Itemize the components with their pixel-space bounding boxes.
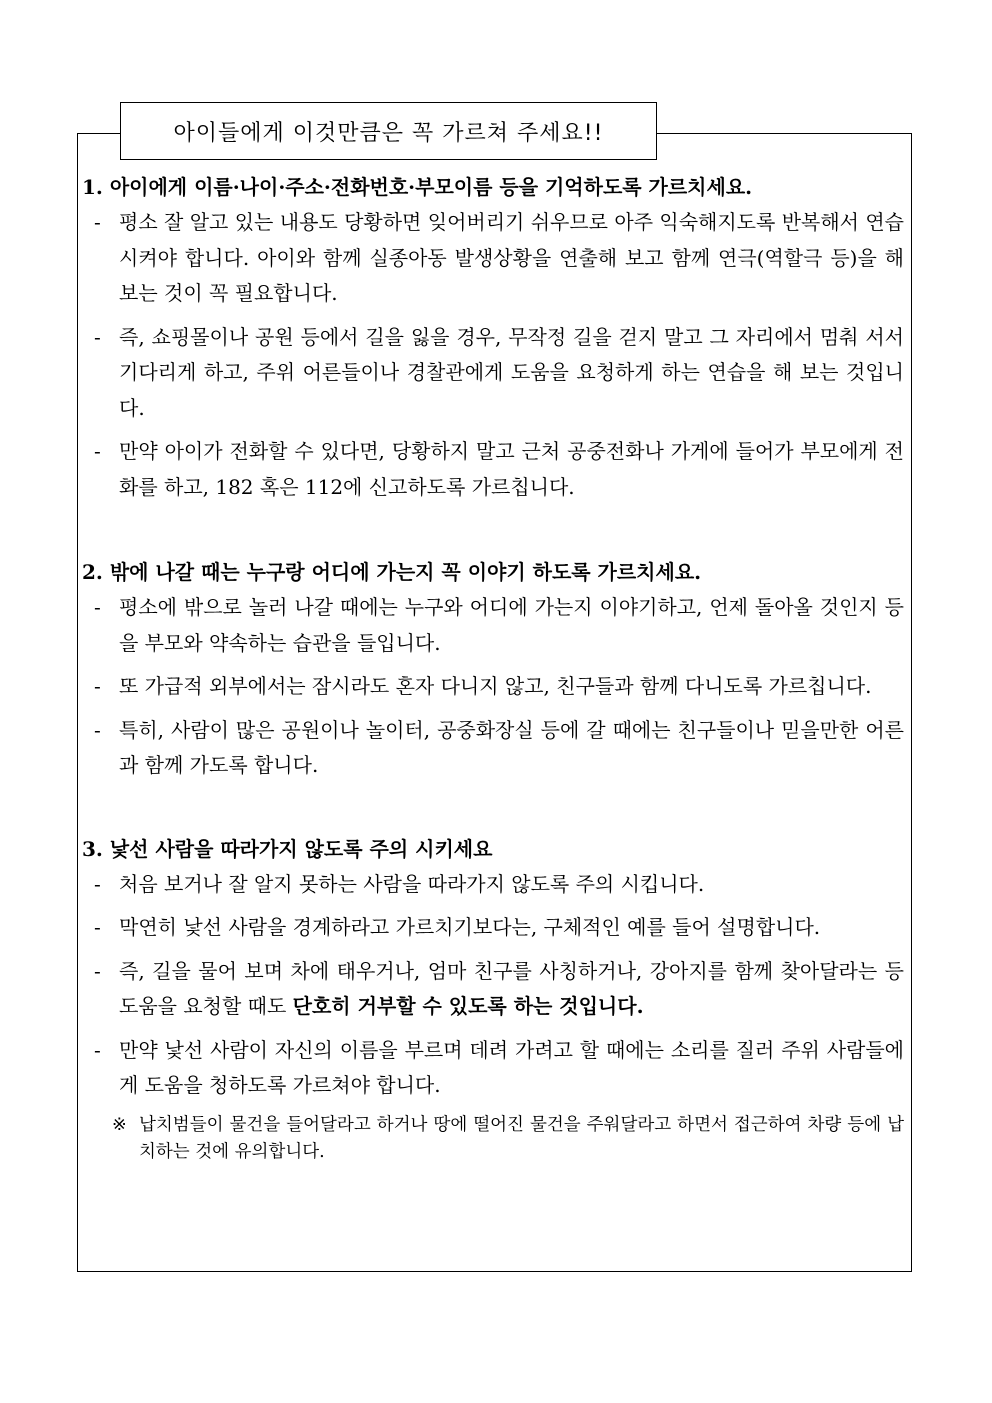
section-3 xyxy=(82,832,908,1166)
item-text: 즉, 쇼핑몰이나 공원 등에서 길을 잃을 경우, 무작정 길을 걷지 말고 그 자리에서 멈춰 서서 기다리게 하고, 주위 어른들이나 경찰관에게 도움을 요청하게 하는 연습을 해 보는 것입니다. xyxy=(119,324,904,420)
list-item xyxy=(82,590,908,661)
note xyxy=(82,1112,908,1166)
dash-bullet: - xyxy=(94,595,101,619)
dash-bullet: - xyxy=(94,915,101,939)
list-item xyxy=(82,320,908,427)
item-text: 막연히 낯선 사람을 경계하라고 가르치기보다는, 구체적인 예를 들어 설명합니다. xyxy=(119,915,821,939)
reference-mark: ※ xyxy=(112,1114,127,1135)
section-2 xyxy=(82,555,908,784)
dash-bullet: - xyxy=(94,717,101,742)
list-item xyxy=(82,434,908,505)
dash-bullet: - xyxy=(94,674,101,698)
item-text: 만약 아이가 전화할 수 있다면, 당황하지 말고 근처 공중전화나 가게에 들어가 부모에게 전화를 하고, 182 혹은 112에 신고하도록 가르칩니다. xyxy=(119,439,904,499)
section-heading: 3. 낯선 사람을 따라가지 않도록 주의 시키세요 xyxy=(82,836,493,861)
page-title: 아이들에게 이것만큼은 꼭 가르쳐 주세요!! xyxy=(120,102,657,160)
dash-bullet: - xyxy=(94,871,101,896)
item-text: 처음 보거나 잘 알지 못하는 사람을 따라가지 않도록 주의 시킵니다. xyxy=(119,871,705,896)
dash-bullet: - xyxy=(94,958,101,983)
item-text: 특히, 사람이 많은 공원이나 놀이터, 공중화장실 등에 갈 때에는 친구들이나 믿을만한 어른과 함께 가도록 합니다. xyxy=(119,717,904,777)
list-item xyxy=(82,954,908,1025)
note-text: 납치범들이 물건을 들어달라고 하거나 땅에 떨어진 물건을 주워달라고 하면서 접근하여 차량 등에 납치하는 것에 유의합니다. xyxy=(139,1114,904,1162)
list-item xyxy=(82,669,908,705)
dash-bullet: - xyxy=(94,210,101,234)
list-item xyxy=(82,713,908,784)
dash-bullet: - xyxy=(94,1037,101,1062)
item-text: 즉, 길을 물어 보며 차에 태우거나, 엄마 친구를 사칭하거나, 강아지를 함께 찾아달라는 등 도움을 요청할 때도 xyxy=(119,958,904,1018)
dash-bullet: - xyxy=(94,324,101,349)
item-text: 평소에 밖으로 놀러 나갈 때에는 누구와 어디에 가는지 이야기하고, 언제 돌아올 것인지 등을 부모와 약속하는 습관을 들입니다. xyxy=(119,595,904,655)
dash-bullet: - xyxy=(94,439,101,463)
list-item xyxy=(82,1033,908,1104)
document-body xyxy=(82,170,908,1166)
emphasis-text: 단호히 거부할 수 있도록 하는 것입니다. xyxy=(292,994,644,1018)
section-heading: 1. 아이에게 이름·나이·주소·전화번호·부모이름 등을 기억하도록 가르치세요. xyxy=(82,175,753,199)
list-item xyxy=(82,205,908,312)
section-heading: 2. 밖에 나갈 때는 누구랑 어디에 가는지 꼭 이야기 하도록 가르치세요. xyxy=(82,560,702,584)
item-text: 평소 잘 알고 있는 내용도 당황하면 잊어버리기 쉬우므로 아주 익숙해지도록 반복해서 연습시켜야 합니다. 아이와 함께 실종아동 발생상황을 연출해 보고 함께 연극(역할극 등)을 해 보는 것이 꼭 필요합니다. xyxy=(119,210,904,305)
list-item xyxy=(82,910,908,946)
item-text: 만약 낯선 사람이 자신의 이름을 부르며 데려 가려고 할 때에는 소리를 질러 주위 사람들에게 도움을 청하도록 가르쳐야 합니다. xyxy=(119,1037,904,1097)
item-text: 또 가급적 외부에서는 잠시라도 혼자 다니지 않고, 친구들과 함께 다니도록 가르칩니다. xyxy=(119,674,872,698)
list-item xyxy=(82,867,908,903)
section-1 xyxy=(82,170,908,505)
